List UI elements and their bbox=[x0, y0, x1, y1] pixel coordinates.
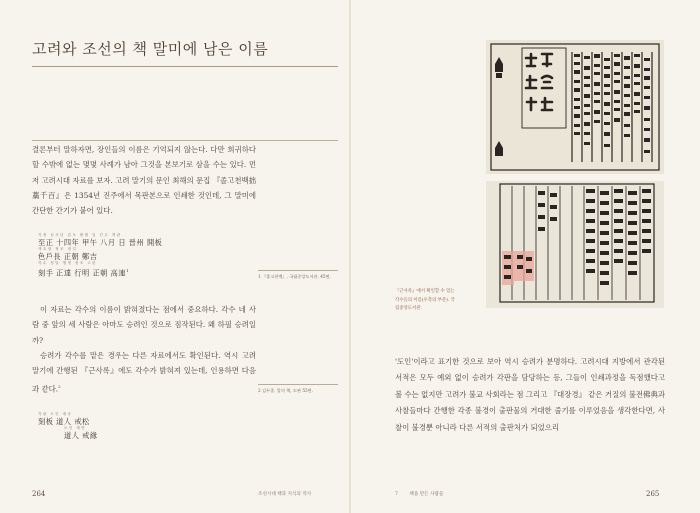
colophon-line: 至正 十四年 甲午 八月 日 晉州 開板 bbox=[38, 238, 163, 247]
body-paragraph-3-text: 승려가 각수를 맡은 경우는 다른 자료에서도 확인된다. 역시 고려 말기에 간행된 『근사록』에도 각수가 밝혀져 있는데, 인용하면 다음과 같다. bbox=[32, 351, 256, 394]
woodblock-print-photo-2 bbox=[486, 181, 664, 308]
title-rule bbox=[32, 66, 338, 67]
colophon-line: 刻板 道人 戒松 bbox=[38, 417, 90, 426]
section-rule bbox=[32, 140, 338, 141]
colophon-reading: 도인 계연 bbox=[64, 426, 87, 430]
chapter-name: 책을 만든 사람들 bbox=[409, 492, 444, 497]
footnote-rule-2 bbox=[258, 384, 338, 385]
footnote-2: 2 김두종, 앞의 책, 도판 55면. bbox=[258, 388, 314, 393]
running-head-right bbox=[395, 491, 443, 497]
colophon-quote-1 bbox=[38, 233, 162, 277]
figure-caption: 『근사록』에서 확인할 수 있는 각수들의 이름(우측의 부분). 국립중앙도서관. bbox=[395, 289, 455, 311]
colophon-quote-2 bbox=[38, 412, 98, 440]
woodblock-print-image-2 bbox=[486, 181, 664, 308]
body-paragraph-1: 결론부터 말하자면, 장인들의 이름은 기억되지 않는다. 다만 희귀하다 할 수밖에 없는 몇몇 사례가 남아 그것을 본보기로 삼을 수는 있다. 먼저 고려시대 자료를 보자. 고려 말기의 문인 최해의 문집 『졸고천백拙藁千百』은 1354년 진주에서 목판본으로 인쇄한 것인데, 그 말미에 간단한 간기가 붙어 있다. bbox=[32, 145, 256, 216]
colophon-reading: 지정 십사년 갑오 팔월 일 진주 개판 bbox=[38, 233, 122, 237]
colophon-line: 道人 戒緣 bbox=[64, 431, 98, 440]
colophon-line-with-note bbox=[38, 266, 162, 277]
woodblock-print-photo-1 bbox=[486, 40, 664, 174]
chapter-number: 7 bbox=[395, 492, 398, 497]
colophon-reading: 각수 정달 행명 정조 고련 bbox=[38, 261, 97, 265]
footnote-1: 1 『졸고천백』, 국립중앙도서관, 45면. bbox=[258, 274, 331, 279]
footnote-ref-1[interactable]: 1 bbox=[126, 268, 130, 273]
colophon-reading: 각판 도인 계송 bbox=[38, 412, 73, 416]
body-paragraph-right: '도인'이라고 표기한 것으로 보아 역시 승려가 분명하다. 고려시대 지방에서 관각된 서적은 모두 예외 없이 승려가 각판을 담당하는 등, 그들이 인쇄과정을 독점했다고 볼 수는 없지만 고려가 불교 사회라는 점 그리고 『대장경』 같은 거질의 불전佛典과 사찰들마다 간행한 각종 불경이 출판물의 거대한 줄기를 이루었음을 생각한다면, 사찰이 불경뿐 아니라 다른 서적의 출판처가 되었으리 bbox=[395, 357, 665, 432]
colophon-line: 色戶長 正朝 鄭吉 bbox=[38, 252, 98, 261]
body-paragraph-2: 이 자료는 각수의 이름이 밝혀졌다는 점에서 중요하다. 각수 네 사람 중 앞의 세 사람은 아마도 승려인 것으로 짐작된다. 왜 하필 승려일까? bbox=[32, 305, 256, 345]
footnote-ref-2[interactable]: 2 bbox=[58, 383, 61, 389]
running-head-left: 조선시대 책과 지식의 역사 bbox=[258, 492, 312, 497]
chapter-title: 고려와 조선의 책 말미에 남은 이름 bbox=[32, 40, 269, 58]
footnote-rule-1 bbox=[258, 270, 338, 271]
page-number-right: 265 bbox=[646, 490, 660, 498]
colophon-reading: 색호장 정조 정길 bbox=[38, 247, 78, 251]
body-paragraph-3 bbox=[32, 348, 256, 396]
woodblock-print-image-1 bbox=[486, 40, 664, 174]
page-number-left: 264 bbox=[32, 490, 46, 498]
colophon-line: 刻手 正達 行明 正朝 高連 bbox=[38, 268, 127, 278]
